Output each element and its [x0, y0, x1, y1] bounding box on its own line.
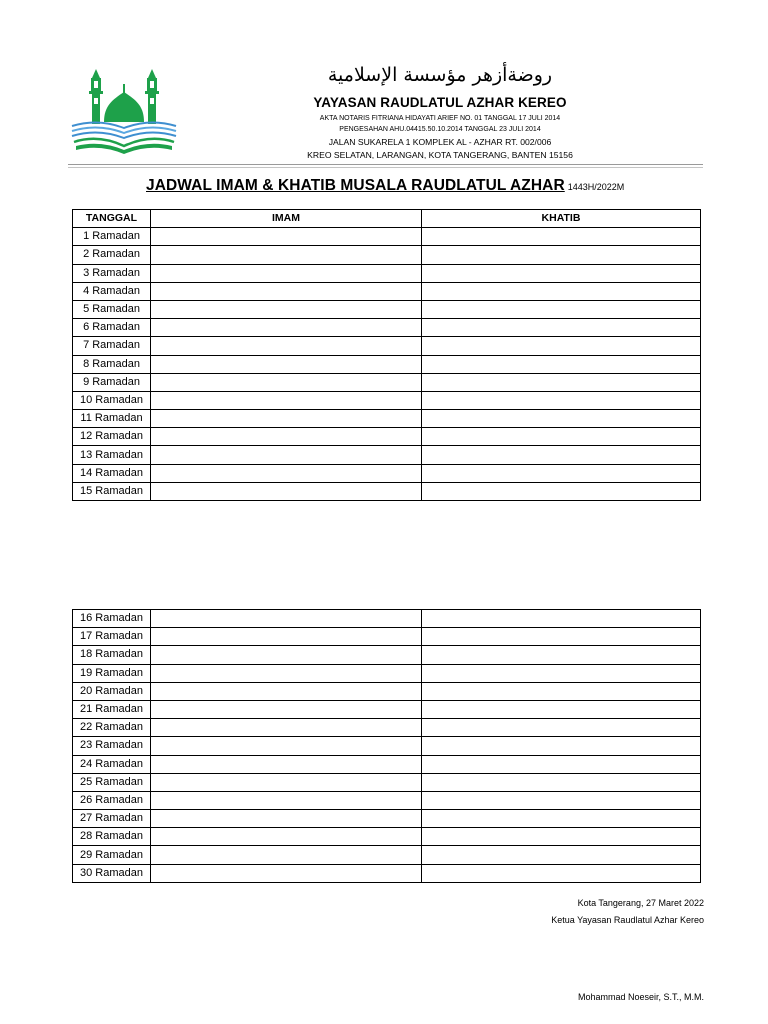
date-cell: 17 Ramadan: [73, 628, 151, 646]
date-cell: 27 Ramadan: [73, 810, 151, 828]
imam-cell[interactable]: [151, 864, 422, 882]
table-row: [73, 646, 701, 664]
address-line-1: JALAN SUKARELA 1 KOMPLEK AL - AZHAR RT. 002/006: [328, 137, 552, 147]
imam-cell[interactable]: [151, 646, 422, 664]
date-cell: 3 Ramadan: [73, 264, 151, 282]
table-row: [73, 410, 701, 428]
imam-cell[interactable]: [151, 446, 422, 464]
date-cell: 14 Ramadan: [73, 464, 151, 482]
khatib-cell[interactable]: [422, 664, 701, 682]
date-cell: 10 Ramadan: [73, 391, 151, 409]
date-cell: 15 Ramadan: [73, 482, 151, 500]
table-row: [73, 464, 701, 482]
table-row: [73, 228, 701, 246]
imam-cell[interactable]: [151, 610, 422, 628]
address-line-2: KREO SELATAN, LARANGAN, KOTA TANGERANG, BANTEN 15156: [307, 150, 573, 160]
table-row: [73, 628, 701, 646]
khatib-cell[interactable]: [422, 755, 701, 773]
document-title: [146, 177, 624, 195]
imam-cell[interactable]: [151, 373, 422, 391]
table-row: [73, 446, 701, 464]
khatib-cell[interactable]: [422, 791, 701, 809]
imam-cell[interactable]: [151, 719, 422, 737]
date-cell: 1 Ramadan: [73, 228, 151, 246]
imam-cell[interactable]: [151, 355, 422, 373]
khatib-cell[interactable]: [422, 737, 701, 755]
imam-cell[interactable]: [151, 737, 422, 755]
table-row: [73, 828, 701, 846]
khatib-cell[interactable]: [422, 828, 701, 846]
date-cell: 12 Ramadan: [73, 428, 151, 446]
date-cell: 26 Ramadan: [73, 791, 151, 809]
header-imam: IMAM: [151, 210, 422, 228]
title-main: JADWAL IMAM & KHATIB MUSALA RAUDLATUL AZHAR: [146, 177, 565, 194]
imam-cell[interactable]: [151, 482, 422, 500]
imam-cell[interactable]: [151, 810, 422, 828]
date-cell: 29 Ramadan: [73, 846, 151, 864]
table-row: [73, 791, 701, 809]
table-row: [73, 355, 701, 373]
date-cell: 20 Ramadan: [73, 682, 151, 700]
date-cell: 23 Ramadan: [73, 737, 151, 755]
table-row: [73, 719, 701, 737]
imam-cell[interactable]: [151, 410, 422, 428]
table-row: [73, 300, 701, 318]
table-header-row: [73, 210, 701, 228]
date-cell: 7 Ramadan: [73, 337, 151, 355]
schedule-table-part-1: [72, 209, 701, 501]
date-cell: 11 Ramadan: [73, 410, 151, 428]
khatib-cell[interactable]: [422, 628, 701, 646]
table-row: [73, 846, 701, 864]
khatib-cell[interactable]: [422, 773, 701, 791]
signature-position: Ketua Yayasan Raudlatul Azhar Kereo: [551, 915, 704, 925]
date-cell: 2 Ramadan: [73, 246, 151, 264]
schedule-table-part-2: [72, 609, 701, 883]
table-row: [73, 610, 701, 628]
table-row: [73, 664, 701, 682]
imam-cell[interactable]: [151, 664, 422, 682]
khatib-cell[interactable]: [422, 410, 701, 428]
org-name: YAYASAN RAUDLATUL AZHAR KEREO: [313, 95, 567, 110]
date-cell: 9 Ramadan: [73, 373, 151, 391]
date-cell: 25 Ramadan: [73, 773, 151, 791]
table-row: [73, 773, 701, 791]
signature-place-date: Kota Tangerang, 27 Maret 2022: [577, 898, 704, 908]
date-cell: 24 Ramadan: [73, 755, 151, 773]
khatib-cell[interactable]: [422, 446, 701, 464]
khatib-cell[interactable]: [422, 428, 701, 446]
khatib-cell[interactable]: [422, 319, 701, 337]
date-cell: 18 Ramadan: [73, 646, 151, 664]
imam-cell[interactable]: [151, 700, 422, 718]
table-row: [73, 755, 701, 773]
khatib-cell[interactable]: [422, 282, 701, 300]
table-row: [73, 282, 701, 300]
khatib-cell[interactable]: [422, 682, 701, 700]
title-year: 1443H/2022M: [567, 182, 625, 192]
imam-cell[interactable]: [151, 264, 422, 282]
imam-cell[interactable]: [151, 628, 422, 646]
khatib-cell[interactable]: [422, 864, 701, 882]
imam-cell[interactable]: [151, 791, 422, 809]
table-row: [73, 246, 701, 264]
imam-cell[interactable]: [151, 300, 422, 318]
table-row: [73, 428, 701, 446]
khatib-cell[interactable]: [422, 646, 701, 664]
khatib-cell[interactable]: [422, 610, 701, 628]
table-row: [73, 737, 701, 755]
notary-deed-line: AKTA NOTARIS FITRIANA HIDAYATI ARIEF NO. 01 TANGGAL 17 JULI 2014: [319, 115, 561, 122]
imam-cell[interactable]: [151, 246, 422, 264]
khatib-cell[interactable]: [422, 846, 701, 864]
date-cell: 13 Ramadan: [73, 446, 151, 464]
imam-cell[interactable]: [151, 846, 422, 864]
khatib-cell[interactable]: [422, 264, 701, 282]
ratification-line: PENGESAHAN AHU.04415.50.10.2014 TANGGAL 23 JULI 2014: [339, 126, 541, 133]
khatib-cell[interactable]: [422, 700, 701, 718]
date-cell: 30 Ramadan: [73, 864, 151, 882]
imam-cell[interactable]: [151, 773, 422, 791]
imam-cell[interactable]: [151, 319, 422, 337]
mosque-logo-icon: [68, 66, 180, 156]
imam-cell[interactable]: [151, 428, 422, 446]
date-cell: 16 Ramadan: [73, 610, 151, 628]
khatib-cell[interactable]: [422, 337, 701, 355]
date-cell: 28 Ramadan: [73, 828, 151, 846]
date-cell: 5 Ramadan: [73, 300, 151, 318]
date-cell: 22 Ramadan: [73, 719, 151, 737]
header-divider: [68, 164, 703, 165]
table-row: [73, 264, 701, 282]
table-row: [73, 373, 701, 391]
imam-cell[interactable]: [151, 391, 422, 409]
khatib-cell[interactable]: [422, 246, 701, 264]
header-divider-thin: [68, 167, 703, 168]
table-row: [73, 700, 701, 718]
header-khatib: KHATIB: [422, 210, 701, 228]
org-arabic-name: روضةأزهر مؤسسة الإسلامية: [327, 64, 553, 86]
table-row: [73, 682, 701, 700]
khatib-cell[interactable]: [422, 464, 701, 482]
imam-cell[interactable]: [151, 464, 422, 482]
khatib-cell[interactable]: [422, 391, 701, 409]
table-row: [73, 319, 701, 337]
khatib-cell[interactable]: [422, 228, 701, 246]
header-tanggal: TANGGAL: [73, 210, 151, 228]
table-row: [73, 864, 701, 882]
imam-cell[interactable]: [151, 337, 422, 355]
imam-cell[interactable]: [151, 828, 422, 846]
date-cell: 19 Ramadan: [73, 664, 151, 682]
imam-cell[interactable]: [151, 282, 422, 300]
khatib-cell[interactable]: [422, 810, 701, 828]
imam-cell[interactable]: [151, 228, 422, 246]
imam-cell[interactable]: [151, 682, 422, 700]
khatib-cell[interactable]: [422, 373, 701, 391]
signature-name: Mohammad Noeseir, S.T., M.M.: [577, 992, 704, 1002]
imam-cell[interactable]: [151, 755, 422, 773]
date-cell: 8 Ramadan: [73, 355, 151, 373]
date-cell: 21 Ramadan: [73, 700, 151, 718]
table-row: [73, 810, 701, 828]
table-row: [73, 337, 701, 355]
date-cell: 4 Ramadan: [73, 282, 151, 300]
table-row: [73, 482, 701, 500]
khatib-cell[interactable]: [422, 300, 701, 318]
khatib-cell[interactable]: [422, 355, 701, 373]
khatib-cell[interactable]: [422, 719, 701, 737]
date-cell: 6 Ramadan: [73, 319, 151, 337]
table-row: [73, 391, 701, 409]
khatib-cell[interactable]: [422, 482, 701, 500]
